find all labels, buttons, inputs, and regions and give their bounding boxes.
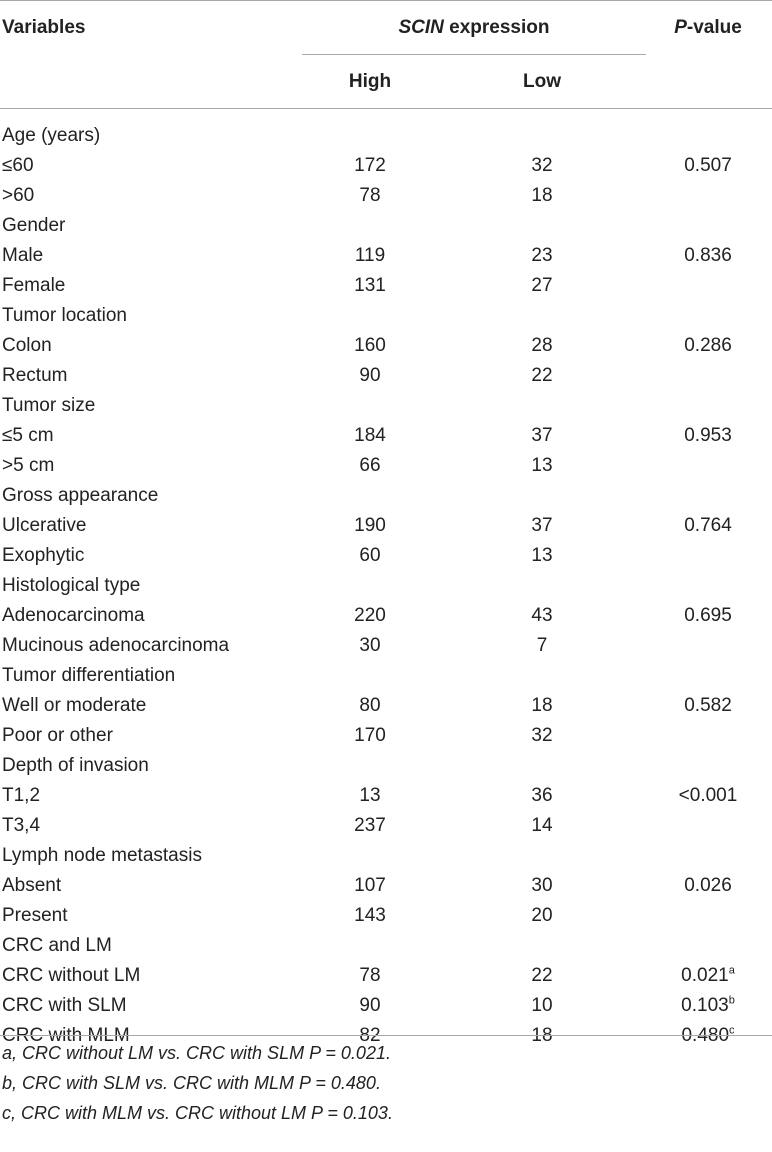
row-label: CRC with SLM [2, 995, 127, 1016]
footnote-c: c, CRC with MLM vs. CRC without LM P = 0.103. [2, 1103, 393, 1123]
row-label: ≤60 [2, 155, 34, 176]
cell-pvalue [646, 151, 770, 181]
footnotes [2, 1038, 770, 1128]
cell-pvalue [646, 421, 770, 451]
cell-high: 30 [359, 635, 381, 656]
cell-low: 7 [536, 635, 548, 656]
table-row [0, 121, 772, 151]
table-row [0, 661, 772, 691]
table-row [0, 451, 772, 481]
cell-high: 80 [359, 695, 381, 716]
cell-high: 90 [359, 365, 381, 386]
cell-high: 78 [359, 965, 381, 986]
cell-high: 107 [354, 875, 386, 896]
table-row [0, 601, 772, 631]
table-row [0, 691, 772, 721]
row-label: Ulcerative [2, 515, 87, 536]
row-label: Adenocarcinoma [2, 605, 145, 626]
header-bottom-rule [0, 108, 772, 109]
table-row [0, 571, 772, 601]
cell-high: 172 [354, 155, 386, 176]
cell-low: 32 [531, 155, 553, 176]
pvalue-text: 0.953 [684, 425, 732, 446]
row-label: >5 cm [2, 455, 55, 476]
row-label: Gross appearance [2, 485, 159, 506]
row-label: Absent [2, 875, 62, 896]
table-bottom-rule [0, 1035, 772, 1036]
table-row [0, 631, 772, 661]
cell-pvalue [646, 241, 770, 271]
row-label: Colon [2, 335, 52, 356]
row-label: T1,2 [2, 785, 41, 806]
cell-low: 18 [531, 695, 553, 716]
row-label: Age (years) [2, 125, 101, 146]
cell-pvalue [646, 961, 770, 991]
row-label: Poor or other [2, 725, 113, 746]
cell-high: 90 [359, 995, 381, 1016]
cell-high: 170 [354, 725, 386, 746]
cell-low: 27 [531, 275, 553, 296]
cell-high: 131 [354, 275, 386, 296]
row-label: T3,4 [2, 815, 41, 836]
cell-low: 14 [531, 815, 553, 836]
row-label: Present [2, 905, 68, 926]
table-row [0, 931, 772, 961]
header-variables: Variables [2, 17, 86, 38]
cell-low: 18 [531, 185, 553, 206]
row-label: Depth of invasion [2, 755, 149, 776]
pvalue-text: 0.836 [684, 245, 732, 266]
pvalue-footnote-marker: c [729, 1024, 735, 1037]
pvalue-text: <0.001 [678, 785, 738, 806]
table-row [0, 511, 772, 541]
cell-low: 37 [531, 515, 553, 536]
cell-high: 78 [359, 185, 381, 206]
cell-high: 13 [359, 785, 381, 806]
cell-high: 143 [354, 905, 386, 926]
row-label: Rectum [2, 365, 68, 386]
header-scin-italic: SCIN [398, 17, 444, 38]
cell-pvalue [646, 991, 770, 1021]
row-label: Histological type [2, 575, 141, 596]
cell-low: 36 [531, 785, 553, 806]
cell-high: 184 [354, 425, 386, 446]
table-row [0, 331, 772, 361]
cell-high: 119 [354, 245, 386, 266]
row-label: Female [2, 275, 66, 296]
table-row [0, 721, 772, 751]
cell-high: 66 [359, 455, 381, 476]
row-label: Male [2, 245, 44, 266]
header-group-rule [302, 54, 646, 55]
footnote-b: b, CRC with SLM vs. CRC with MLM P = 0.480. [2, 1073, 381, 1093]
table-row [0, 391, 772, 421]
cell-pvalue [646, 691, 770, 721]
pvalue-text: 0.026 [684, 875, 732, 896]
table-row [0, 751, 772, 781]
header-scin-rest: expression [443, 17, 550, 38]
cell-high: 160 [354, 335, 386, 356]
pvalue-text: 0.480 [681, 1025, 730, 1046]
cell-low: 22 [531, 365, 553, 386]
cell-low: 43 [531, 605, 553, 626]
header-scin-expression [302, 16, 646, 40]
cell-low: 13 [531, 455, 553, 476]
cell-low: 13 [531, 545, 553, 566]
pvalue-text: 0.286 [684, 335, 732, 356]
cell-low: 37 [531, 425, 553, 446]
table-row [0, 211, 772, 241]
row-label: Tumor size [2, 395, 96, 416]
cell-low: 20 [531, 905, 553, 926]
header-high: High [348, 71, 392, 92]
table-row [0, 871, 772, 901]
cell-pvalue [646, 601, 770, 631]
row-label: Well or moderate [2, 695, 147, 716]
row-label: ≤5 cm [2, 425, 54, 446]
table-row [0, 181, 772, 211]
table-row [0, 781, 772, 811]
pvalue-text: 0.021 [681, 965, 729, 986]
cell-low: 32 [531, 725, 553, 746]
cell-pvalue [646, 781, 770, 811]
pvalue-text: 0.764 [684, 515, 732, 536]
pvalue-text: 0.582 [684, 695, 732, 716]
table-row [0, 301, 772, 331]
cell-pvalue [646, 331, 770, 361]
table-top-rule [0, 0, 772, 1]
row-label: >60 [2, 185, 35, 206]
table-row [0, 481, 772, 511]
table-row [0, 151, 772, 181]
cell-low: 10 [531, 995, 553, 1016]
table-row [0, 421, 772, 451]
row-label: CRC and LM [2, 935, 112, 956]
table-row [0, 241, 772, 271]
table-row [0, 841, 772, 871]
cell-high: 237 [354, 815, 386, 836]
cell-low: 18 [531, 1025, 553, 1046]
table-row [0, 901, 772, 931]
table-row [0, 991, 772, 1021]
table-row [0, 811, 772, 841]
row-label: Tumor differentiation [2, 665, 176, 686]
row-label: CRC without LM [2, 965, 141, 986]
header-pvalue-rest: -value [686, 17, 742, 38]
pvalue-text: 0.695 [684, 605, 732, 626]
cell-low: 28 [531, 335, 553, 356]
cell-high: 190 [354, 515, 386, 536]
cell-low: 23 [531, 245, 553, 266]
cell-pvalue [646, 511, 770, 541]
row-label: Exophytic [2, 545, 85, 566]
table-row [0, 541, 772, 571]
pvalue-footnote-marker: b [728, 994, 735, 1007]
cell-low: 22 [531, 965, 553, 986]
row-label: Tumor location [2, 305, 127, 326]
cell-pvalue [646, 871, 770, 901]
header-low: Low [523, 71, 561, 92]
header-pvalue [646, 16, 770, 40]
table-row [0, 271, 772, 301]
header-pvalue-italic: P [674, 17, 687, 38]
table-row [0, 961, 772, 991]
cell-high: 60 [359, 545, 381, 566]
row-label: CRC with MLM [2, 1025, 130, 1046]
table-row [0, 361, 772, 391]
row-label: Gender [2, 215, 66, 236]
cell-low: 30 [531, 875, 553, 896]
pvalue-text: 0.103 [681, 995, 729, 1016]
pvalue-text: 0.507 [684, 155, 732, 176]
cell-high: 82 [359, 1025, 381, 1046]
footnote-a: a, CRC without LM vs. CRC with SLM P = 0.021. [2, 1043, 391, 1063]
row-label: Mucinous adenocarcinoma [2, 635, 230, 656]
cell-high: 220 [354, 605, 386, 626]
row-label: Lymph node metastasis [2, 845, 202, 866]
pvalue-footnote-marker: a [728, 964, 735, 977]
